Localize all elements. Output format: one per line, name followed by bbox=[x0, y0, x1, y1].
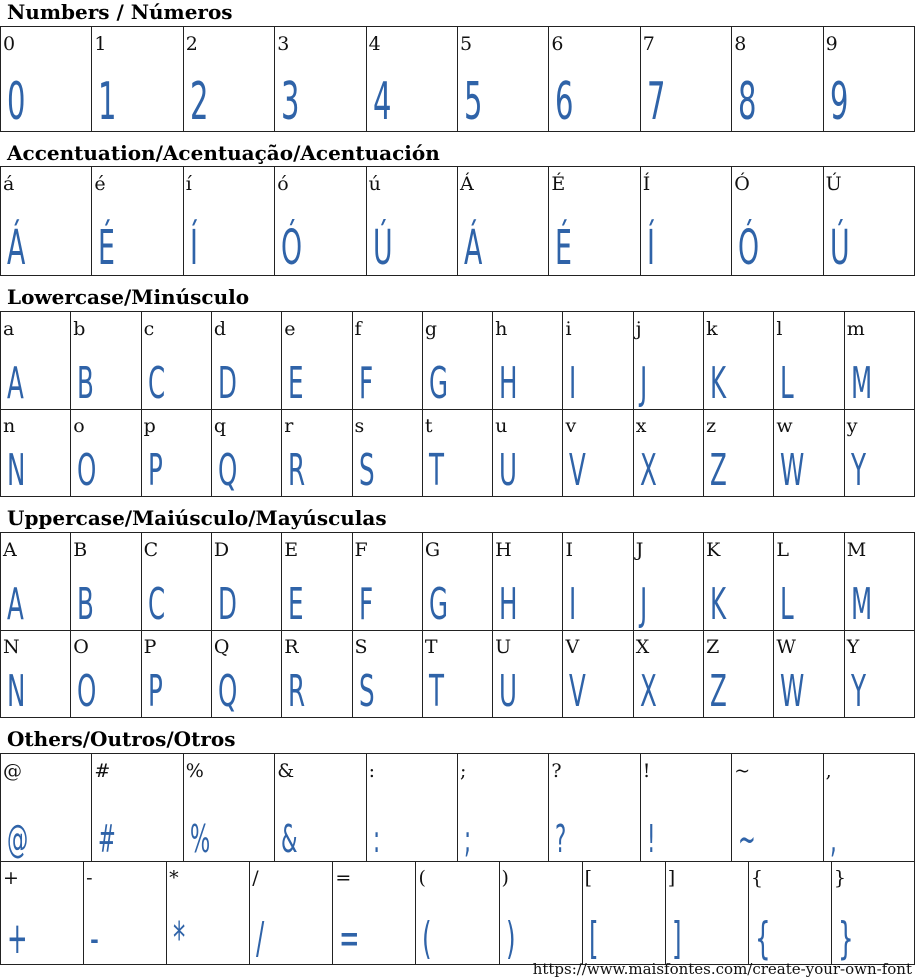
glyph-sample: É bbox=[555, 220, 573, 276]
glyph-sample: 1 bbox=[98, 72, 117, 132]
glyph-cell bbox=[1, 167, 92, 276]
glyph-label: ) bbox=[501, 867, 509, 889]
glyph-sample: U bbox=[499, 666, 518, 717]
glyph-label: h bbox=[495, 318, 508, 340]
glyph-sample: % bbox=[189, 817, 210, 861]
glyph-label: u bbox=[495, 415, 508, 437]
glyph-label: Q bbox=[213, 636, 230, 658]
glyph-sample: @ bbox=[7, 817, 29, 861]
glyph-sample: O bbox=[77, 666, 97, 717]
glyph-label: m bbox=[846, 318, 865, 340]
footer-url: https://www.maisfontes.com/create-your-own-font bbox=[532, 960, 912, 978]
glyph-cell bbox=[423, 630, 493, 718]
glyph-label: ú bbox=[368, 173, 381, 195]
glyph-sample: I bbox=[569, 358, 577, 409]
glyph-cell bbox=[458, 754, 549, 862]
glyph-sample: Í bbox=[189, 220, 198, 276]
glyph-cell bbox=[142, 409, 212, 497]
glyph-label: + bbox=[3, 867, 19, 889]
glyph-sample: L bbox=[780, 579, 795, 630]
glyph-sample: T bbox=[428, 666, 444, 717]
glyph-sample: 5 bbox=[464, 72, 483, 132]
glyph-label: @ bbox=[3, 760, 22, 782]
glyph-cell bbox=[84, 861, 167, 965]
glyph-sample: L bbox=[780, 358, 795, 409]
glyph-label: b bbox=[73, 318, 86, 340]
glyph-label: D bbox=[213, 539, 230, 561]
glyph-cell bbox=[353, 312, 423, 410]
glyph-label: o bbox=[73, 415, 85, 437]
glyph-sample: M bbox=[850, 579, 872, 630]
glyph-cell bbox=[704, 409, 774, 497]
glyph-label: ? bbox=[551, 760, 562, 782]
glyph-label: a bbox=[3, 318, 15, 340]
glyph-sample: 9 bbox=[829, 72, 849, 132]
glyph-sample: W bbox=[780, 445, 805, 496]
glyph-label: Í bbox=[642, 173, 651, 195]
glyph-sample: ~ bbox=[738, 817, 756, 861]
glyph-sample: D bbox=[217, 358, 237, 409]
glyph-cell bbox=[732, 167, 823, 276]
glyph-sample: X bbox=[639, 666, 657, 717]
glyph-label: H bbox=[495, 539, 512, 561]
glyph-sample: F bbox=[358, 358, 373, 409]
glyph-sample: Y bbox=[850, 445, 866, 496]
glyph-cell bbox=[845, 533, 915, 631]
glyph-sample: [ bbox=[588, 913, 599, 964]
glyph-label: B bbox=[73, 539, 88, 561]
glyph-cell bbox=[275, 167, 366, 276]
section-title-numbers: Numbers / Números bbox=[7, 0, 233, 24]
glyph-sample: # bbox=[98, 817, 117, 861]
glyph-sample: T bbox=[428, 445, 444, 496]
glyph-cell bbox=[493, 630, 563, 718]
glyph-cell bbox=[282, 533, 352, 631]
glyph-label: [ bbox=[584, 867, 593, 889]
glyph-sample: V bbox=[569, 445, 587, 496]
glyph-label: V bbox=[565, 636, 580, 658]
glyph-cell bbox=[1, 861, 84, 965]
glyph-cell bbox=[583, 861, 666, 965]
glyph-cell bbox=[774, 409, 844, 497]
glyph-sample: * bbox=[173, 913, 186, 964]
glyph-cell bbox=[1, 409, 71, 497]
glyph-sample: Ú bbox=[829, 220, 850, 276]
glyph-sample: A bbox=[7, 579, 24, 630]
uppercase-grid-row1 bbox=[0, 532, 915, 631]
glyph-label: x bbox=[635, 415, 647, 437]
glyph-cell bbox=[71, 409, 141, 497]
glyph-sample: K bbox=[710, 579, 727, 630]
glyph-label: - bbox=[86, 867, 93, 889]
glyph-label: 7 bbox=[642, 33, 655, 55]
glyph-cell bbox=[824, 167, 915, 276]
glyph-cell bbox=[423, 409, 493, 497]
glyph-cell bbox=[423, 312, 493, 410]
glyph-label: f bbox=[354, 318, 362, 340]
glyph-label: 3 bbox=[277, 33, 290, 55]
glyph-sample: ! bbox=[646, 817, 656, 861]
glyph-label: I bbox=[565, 539, 573, 561]
section-title-lowercase: Lowercase/Minúsculo bbox=[7, 285, 250, 309]
glyph-sample: Ó bbox=[281, 220, 303, 276]
glyph-label: p bbox=[143, 415, 156, 437]
glyph-sample: 6 bbox=[555, 72, 574, 132]
glyph-label: M bbox=[846, 539, 867, 561]
glyph-sample: R bbox=[288, 445, 306, 496]
glyph-cell bbox=[549, 167, 640, 276]
glyph-label: Ó bbox=[734, 173, 750, 195]
glyph-cell bbox=[549, 754, 640, 862]
glyph-label: / bbox=[252, 867, 259, 889]
glyph-label: í bbox=[185, 173, 192, 195]
glyph-cell bbox=[142, 630, 212, 718]
glyph-sample: 8 bbox=[738, 72, 757, 132]
glyph-cell bbox=[845, 409, 915, 497]
glyph-sample: : bbox=[372, 817, 380, 861]
glyph-sample: ( bbox=[422, 913, 433, 964]
glyph-sample: Í bbox=[646, 220, 655, 276]
glyph-sample: B bbox=[77, 579, 95, 630]
glyph-label: & bbox=[277, 760, 295, 782]
glyph-label: = bbox=[335, 867, 352, 889]
glyph-sample: C bbox=[147, 358, 165, 409]
glyph-label: n bbox=[3, 415, 16, 437]
glyph-cell bbox=[423, 533, 493, 631]
glyph-sample: = bbox=[339, 913, 360, 964]
section-title-accentuation: Accentuation/Acentuação/Acentuación bbox=[7, 141, 440, 165]
glyph-cell bbox=[704, 533, 774, 631]
glyph-label: 2 bbox=[185, 33, 198, 55]
glyph-cell bbox=[704, 630, 774, 718]
glyph-label: N bbox=[3, 636, 20, 658]
glyph-label: { bbox=[750, 867, 763, 889]
glyph-sample: ? bbox=[555, 817, 567, 861]
glyph-cell bbox=[212, 630, 282, 718]
glyph-label: ó bbox=[277, 173, 289, 195]
glyph-cell bbox=[774, 533, 844, 631]
glyph-label: } bbox=[833, 867, 846, 889]
glyph-label: d bbox=[213, 318, 227, 340]
glyph-label: 0 bbox=[3, 33, 16, 55]
glyph-sample: 0 bbox=[7, 72, 26, 132]
glyph-label: É bbox=[551, 173, 566, 195]
glyph-label: A bbox=[3, 539, 17, 561]
glyph-sample: 3 bbox=[281, 72, 300, 132]
glyph-cell bbox=[1, 754, 92, 862]
glyph-cell bbox=[282, 409, 352, 497]
glyph-sample: C bbox=[147, 579, 165, 630]
glyph-cell bbox=[71, 312, 141, 410]
glyph-sample: F bbox=[358, 579, 373, 630]
glyph-cell bbox=[732, 27, 823, 132]
glyph-cell bbox=[666, 861, 749, 965]
glyph-sample: Z bbox=[710, 445, 727, 496]
glyph-label: # bbox=[94, 760, 111, 782]
glyph-label: ! bbox=[642, 760, 651, 782]
glyph-cell bbox=[641, 27, 732, 132]
glyph-cell bbox=[563, 312, 633, 410]
glyph-sample: S bbox=[358, 445, 375, 496]
glyph-label: Y bbox=[846, 636, 860, 658]
glyph-cell bbox=[824, 754, 915, 862]
glyph-label: r bbox=[284, 415, 294, 437]
glyph-cell bbox=[845, 630, 915, 718]
glyph-cell bbox=[1, 533, 71, 631]
glyph-sample: B bbox=[77, 358, 95, 409]
glyph-label: k bbox=[706, 318, 718, 340]
glyph-cell bbox=[367, 167, 458, 276]
glyph-label: , bbox=[825, 760, 832, 782]
glyph-label: y bbox=[846, 415, 858, 437]
glyph-sample: J bbox=[639, 579, 648, 630]
glyph-label: G bbox=[424, 539, 441, 561]
glyph-sample: V bbox=[569, 666, 587, 717]
glyph-label: X bbox=[635, 636, 650, 658]
glyph-label: q bbox=[213, 415, 227, 437]
glyph-sample: A bbox=[7, 358, 24, 409]
glyph-label: T bbox=[424, 636, 438, 658]
glyph-label: v bbox=[565, 415, 577, 437]
lowercase-grid-row2 bbox=[0, 409, 915, 497]
glyph-label: W bbox=[776, 636, 796, 658]
glyph-sample: Z bbox=[710, 666, 727, 717]
glyph-label: O bbox=[73, 636, 89, 658]
others-grid-row1 bbox=[0, 753, 915, 862]
glyph-sample: U bbox=[499, 445, 518, 496]
glyph-cell bbox=[92, 754, 183, 862]
uppercase-grid-row2 bbox=[0, 630, 915, 718]
glyph-label: F bbox=[354, 539, 368, 561]
glyph-label: l bbox=[776, 318, 783, 340]
glyph-sample: N bbox=[7, 445, 26, 496]
glyph-sample: ] bbox=[671, 913, 682, 964]
glyph-cell bbox=[282, 312, 352, 410]
glyph-label: 1 bbox=[94, 33, 107, 55]
glyph-cell bbox=[493, 409, 563, 497]
glyph-label: J bbox=[635, 539, 644, 561]
glyph-cell bbox=[71, 630, 141, 718]
glyph-cell bbox=[641, 754, 732, 862]
glyph-sample: G bbox=[428, 358, 448, 409]
numbers-grid bbox=[0, 26, 915, 132]
glyph-cell bbox=[184, 754, 275, 862]
glyph-label: g bbox=[424, 318, 438, 340]
glyph-sample: + bbox=[7, 913, 28, 964]
section-title-uppercase: Uppercase/Maiúsculo/Mayúsculas bbox=[7, 506, 387, 530]
glyph-cell bbox=[353, 409, 423, 497]
glyph-cell bbox=[563, 630, 633, 718]
glyph-label: Ú bbox=[825, 173, 842, 195]
glyph-cell bbox=[732, 754, 823, 862]
glyph-sample: R bbox=[288, 666, 306, 717]
glyph-cell bbox=[634, 409, 704, 497]
glyph-cell bbox=[275, 27, 366, 132]
glyph-sample: J bbox=[639, 358, 648, 409]
glyph-cell bbox=[333, 861, 416, 965]
glyph-label: ] bbox=[667, 867, 676, 889]
glyph-cell bbox=[824, 27, 915, 132]
glyph-cell bbox=[167, 861, 250, 965]
glyph-cell bbox=[367, 754, 458, 862]
accents-grid bbox=[0, 166, 915, 276]
glyph-sample: , bbox=[829, 817, 837, 861]
lowercase-grid-row1 bbox=[0, 311, 915, 410]
glyph-cell bbox=[493, 533, 563, 631]
glyph-sample: N bbox=[7, 666, 26, 717]
glyph-label: ~ bbox=[734, 760, 751, 782]
glyph-sample: E bbox=[288, 358, 304, 409]
glyph-sample: M bbox=[850, 358, 872, 409]
glyph-label: : bbox=[368, 760, 375, 782]
glyph-label: c bbox=[143, 318, 155, 340]
glyph-label: 8 bbox=[734, 33, 747, 55]
glyph-label: U bbox=[495, 636, 512, 658]
glyph-sample: G bbox=[428, 579, 448, 630]
glyph-label: K bbox=[706, 539, 721, 561]
glyph-sample: Á bbox=[464, 220, 483, 276]
glyph-cell bbox=[774, 312, 844, 410]
glyph-cell bbox=[634, 312, 704, 410]
glyph-sample: Y bbox=[850, 666, 866, 717]
glyph-sample: S bbox=[358, 666, 375, 717]
glyph-label: z bbox=[706, 415, 717, 437]
glyph-cell bbox=[212, 409, 282, 497]
glyph-cell bbox=[142, 312, 212, 410]
glyph-cell bbox=[250, 861, 333, 965]
glyph-cell bbox=[1, 27, 92, 132]
glyph-sample: - bbox=[90, 913, 99, 964]
glyph-label: * bbox=[169, 867, 179, 889]
glyph-sample: K bbox=[710, 358, 727, 409]
glyph-label: C bbox=[143, 539, 159, 561]
glyph-cell bbox=[563, 409, 633, 497]
glyph-cell bbox=[458, 167, 549, 276]
glyph-label: L bbox=[776, 539, 789, 561]
glyph-label: t bbox=[424, 415, 433, 437]
glyph-cell bbox=[367, 27, 458, 132]
glyph-label: ; bbox=[460, 760, 467, 782]
glyph-label: 4 bbox=[368, 33, 381, 55]
glyph-cell bbox=[212, 312, 282, 410]
glyph-label: ( bbox=[418, 867, 426, 889]
glyph-sample: D bbox=[217, 579, 237, 630]
glyph-label: w bbox=[776, 415, 793, 437]
glyph-label: 6 bbox=[551, 33, 564, 55]
glyph-label: Z bbox=[706, 636, 720, 658]
glyph-cell bbox=[282, 630, 352, 718]
glyph-label: % bbox=[185, 760, 204, 782]
glyph-cell bbox=[275, 754, 366, 862]
glyph-cell bbox=[845, 312, 915, 410]
glyph-label: Á bbox=[460, 173, 474, 195]
glyph-label: j bbox=[635, 318, 642, 340]
glyph-cell bbox=[749, 861, 832, 965]
glyph-label: e bbox=[284, 318, 296, 340]
glyph-cell bbox=[92, 27, 183, 132]
glyph-cell bbox=[832, 861, 915, 965]
glyph-cell bbox=[493, 312, 563, 410]
glyph-cell bbox=[71, 533, 141, 631]
glyph-label: 9 bbox=[825, 33, 838, 55]
glyph-sample: ; bbox=[464, 817, 472, 861]
glyph-label: 5 bbox=[460, 33, 473, 55]
glyph-label: i bbox=[565, 318, 572, 340]
glyph-cell bbox=[353, 630, 423, 718]
section-title-others: Others/Outros/Otros bbox=[7, 727, 236, 751]
others-grid-row2 bbox=[0, 861, 915, 965]
glyph-sample: I bbox=[569, 579, 577, 630]
glyph-label: á bbox=[3, 173, 15, 195]
glyph-sample: H bbox=[499, 358, 518, 409]
glyph-sample: E bbox=[288, 579, 304, 630]
glyph-cell bbox=[634, 630, 704, 718]
glyph-sample: Q bbox=[217, 666, 238, 717]
glyph-cell bbox=[458, 27, 549, 132]
glyph-label: S bbox=[354, 636, 368, 658]
glyph-cell bbox=[212, 533, 282, 631]
glyph-sample: ) bbox=[505, 913, 516, 964]
glyph-cell bbox=[500, 861, 583, 965]
glyph-cell bbox=[416, 861, 499, 965]
glyph-cell bbox=[774, 630, 844, 718]
glyph-sample: Ú bbox=[372, 220, 393, 276]
glyph-cell bbox=[549, 27, 640, 132]
glyph-sample: P bbox=[147, 666, 163, 717]
glyph-cell bbox=[142, 533, 212, 631]
glyph-label: E bbox=[284, 539, 299, 561]
glyph-cell bbox=[704, 312, 774, 410]
glyph-cell bbox=[184, 27, 275, 132]
glyph-sample: 2 bbox=[189, 72, 209, 132]
glyph-cell bbox=[634, 533, 704, 631]
glyph-sample: 4 bbox=[372, 72, 392, 132]
glyph-cell bbox=[1, 312, 71, 410]
glyph-sample: O bbox=[77, 445, 97, 496]
glyph-label: P bbox=[143, 636, 157, 658]
glyph-sample: 7 bbox=[646, 72, 666, 132]
glyph-label: s bbox=[354, 415, 365, 437]
glyph-sample: Ó bbox=[738, 220, 760, 276]
glyph-cell bbox=[1, 630, 71, 718]
glyph-sample: } bbox=[837, 913, 854, 964]
glyph-cell bbox=[563, 533, 633, 631]
glyph-sample: Q bbox=[217, 445, 238, 496]
glyph-label: R bbox=[284, 636, 299, 658]
glyph-cell bbox=[641, 167, 732, 276]
glyph-sample: { bbox=[754, 913, 771, 964]
glyph-sample: / bbox=[256, 913, 265, 964]
glyph-sample: É bbox=[98, 220, 116, 276]
glyph-label: é bbox=[94, 173, 106, 195]
glyph-cell bbox=[184, 167, 275, 276]
glyph-sample: P bbox=[147, 445, 163, 496]
glyph-cell bbox=[353, 533, 423, 631]
glyph-sample: H bbox=[499, 579, 518, 630]
glyph-sample: X bbox=[639, 445, 657, 496]
glyph-cell bbox=[92, 167, 183, 276]
glyph-sample: Á bbox=[7, 220, 26, 276]
glyph-sample: & bbox=[281, 817, 298, 861]
glyph-sample: W bbox=[780, 666, 805, 717]
